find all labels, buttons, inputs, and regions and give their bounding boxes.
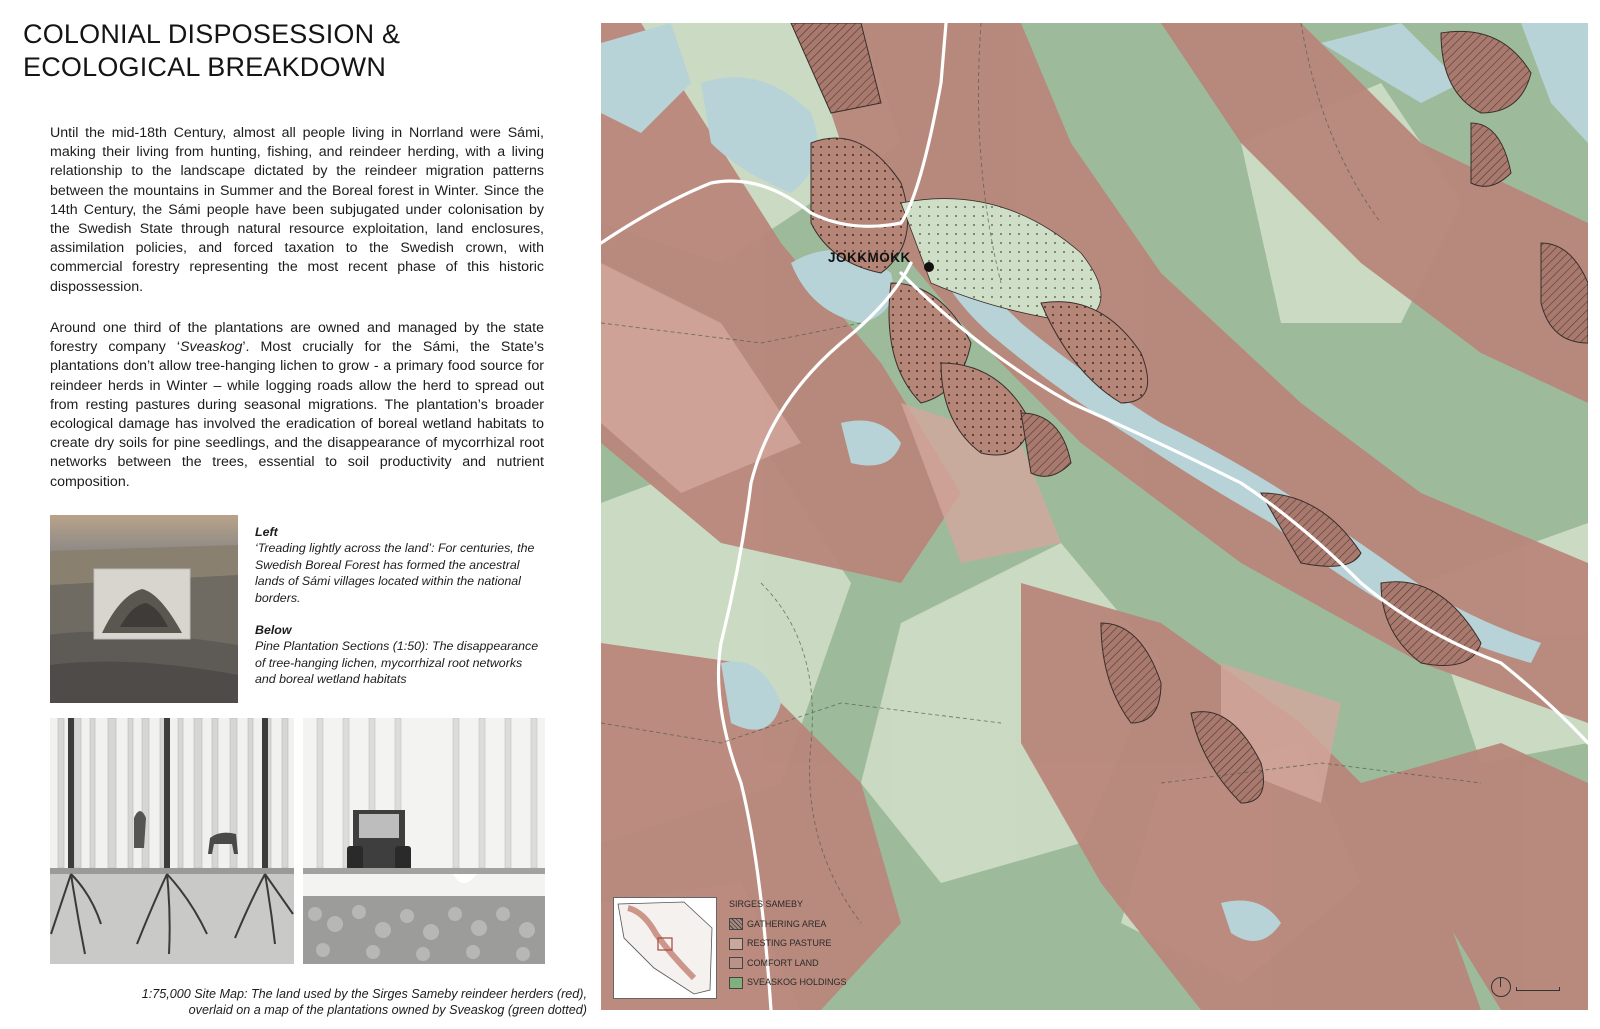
map-caption-line: 1:75,000 Site Map: The land used by the Sirges Sameby reindeer herders (red),	[141, 987, 587, 1001]
scale-bar	[1516, 987, 1560, 991]
legend-item-sveaskog	[729, 973, 847, 993]
site-map	[601, 23, 1588, 1010]
legend-item-resting	[729, 934, 847, 954]
map-caption-line: overlaid on a map of the plantations owned by Sveaskog (green dotted)	[188, 1003, 587, 1017]
dot-swatch-icon	[729, 957, 743, 969]
town-marker	[924, 262, 934, 272]
paragraph-text: ’. Most crucially for the Sámi, the State’s plantations don’t allow tree-hanging lichen to grow - a primary food source for reindeer herds in Winter – while logging roads allow the herd to spread out from resting pastures during seasonal migrations. The plantation’s broader ecological damage has involved the eradication of boreal wetland habitats to create dry soils for pine seedlings, and the disappearance of mycorrhizal root networks between the trees, essential to soil productivity and nutrient composition.	[50, 339, 545, 490]
figure-caption	[255, 524, 545, 688]
paragraph-text: Around one third of the plantations are owned and managed by the state forestry company ‘	[50, 320, 544, 356]
hatch-swatch-icon	[729, 918, 743, 930]
legend-label: GATHERING AREA	[747, 918, 827, 929]
map-caption	[40, 986, 587, 1018]
caption-heading-left: Left	[255, 525, 278, 539]
sveaskog-paragraph	[50, 319, 544, 492]
caption-text-below: Pine Plantation Sections (1:50): The disappearance of tree-hanging lichen, mycorrhizal root networks and boreal wetland habitats	[255, 639, 539, 687]
forest-section-drawing	[50, 718, 294, 964]
legend-label: SVEASKOG HOLDINGS	[747, 977, 847, 987]
legend-title: SIRGES SAMEBY	[729, 899, 804, 909]
town-label: JOKKMOKK	[828, 250, 911, 265]
intro-paragraph: Until the mid-18th Century, almost all people living in Norrland were Sámi, making their living from hunting, fishing, and reindeer herding, with a living relationship to the landscape dictated by the reindeer migration patterns between the mountains in Summer and the Boreal forest in Winter. Since the 14th Century, the Sámi people have been subjugated under colonisation by the Swedish State through natural resource exploitation, land enclosures, assimilation policies, and forced taxation to the Swedish crown, with commercial forestry representing the most recent phase of this historic dispossession.	[50, 125, 544, 295]
legend-label: RESTING PASTURE	[747, 938, 832, 948]
landscape-photo	[50, 515, 238, 703]
legend-item-gathering	[729, 915, 847, 935]
north-arrow-icon	[1491, 977, 1511, 997]
caption-heading-below: Below	[255, 623, 292, 638]
caption-text-left: ‘Treading lightly across the land’: For centuries, the Swedish Boreal Forest has formed the ancestral lands of Sámi villages located within the national borders.	[255, 541, 535, 605]
map-legend	[729, 895, 847, 993]
dot-swatch-icon	[729, 938, 743, 950]
page-title: COLONIAL DISPOSESSION & ECOLOGICAL BREAKDOWN	[23, 19, 401, 82]
legend-label: COMFORT LAND	[747, 957, 819, 968]
green-swatch-icon	[729, 977, 743, 989]
legend-item-comfort	[729, 954, 847, 974]
locator-inset-map	[613, 897, 717, 999]
company-name: Sveaskog	[180, 339, 243, 356]
plantation-section-drawing	[303, 718, 545, 964]
